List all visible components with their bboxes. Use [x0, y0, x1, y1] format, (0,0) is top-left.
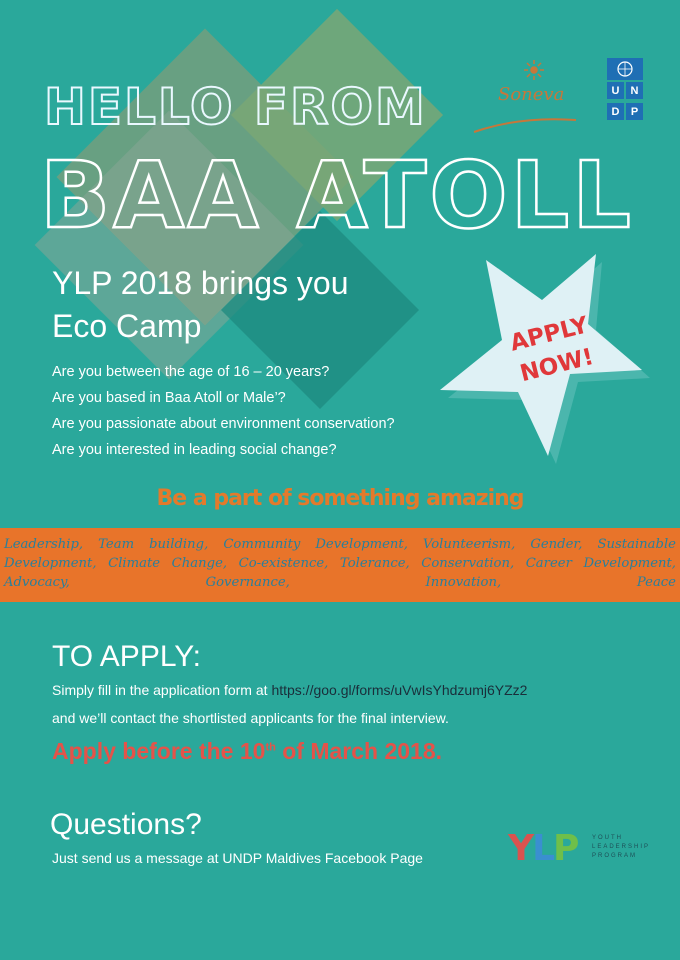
contact-text: Just send us a message at UNDP Maldives Facebook Page	[52, 850, 423, 866]
soneva-logo	[470, 58, 580, 138]
tagline: Be a part of something amazing	[156, 486, 524, 511]
eligibility-question: Are you between the age of 16 – 20 years?	[52, 364, 330, 380]
ylp-subtitle-line: YOUTH	[592, 835, 623, 841]
topics-list: Leadership, Team building, Community Development, Volunteerism, Gender, Sustainable Development, Climate Change, Co-existence, Tolerance, Conservation, Career Development, Advocacy, Governance, Innovation, Peace	[4, 537, 676, 590]
apply-followup: and we’ll contact the shortlisted applicants for the final interview.	[52, 710, 449, 726]
undp-letter: N	[626, 82, 643, 99]
undp-letter: U	[607, 82, 624, 99]
undp-letter: P	[626, 103, 643, 120]
un-emblem-icon	[607, 58, 643, 80]
application-form-link[interactable]: https://goo.gl/forms/uVwIsYhdzumj6YZz2	[271, 682, 528, 698]
eligibility-question: Are you interested in leading social change?	[52, 442, 337, 458]
questions-heading: Questions?	[50, 808, 202, 841]
ylp-logo	[508, 828, 658, 870]
ylp-subtitle-line: PROGRAM	[592, 853, 638, 859]
eligibility-question: Are you passionate about environment conservation?	[52, 416, 395, 432]
location-heading: BAA ATOLL	[40, 142, 634, 249]
deadline-ordinal: th	[265, 741, 276, 754]
ylp-subtitle	[592, 834, 650, 861]
subtitle-line: Eco Camp	[52, 308, 202, 344]
topics-banner	[0, 528, 680, 602]
deadline-text: of March 2018.	[275, 738, 443, 764]
subtitle-line: YLP 2018 brings you	[52, 265, 349, 301]
badge-line: APPLY	[507, 312, 591, 357]
apply-instructions	[52, 682, 527, 698]
eligibility-question: Are you based in Baa Atoll or Male’?	[52, 390, 286, 406]
ylp-wordmark: YLP	[508, 828, 578, 869]
deadline-text: Apply before the 10	[52, 738, 266, 764]
undp-letter: D	[607, 103, 624, 120]
deadline-notice	[52, 738, 442, 765]
event-subtitle	[52, 262, 349, 348]
apply-instructions-text: Simply fill in the application form at	[52, 682, 272, 698]
apply-heading: TO APPLY:	[52, 640, 201, 673]
ylp-subtitle-line: LEADERSHIP	[592, 844, 651, 850]
apply-now-badge	[438, 250, 656, 470]
hello-heading: HELLO FROM	[44, 78, 427, 136]
soneva-wordmark: Soneva	[498, 84, 565, 105]
badge-line: NOW!	[517, 343, 597, 388]
undp-logo	[607, 58, 643, 138]
